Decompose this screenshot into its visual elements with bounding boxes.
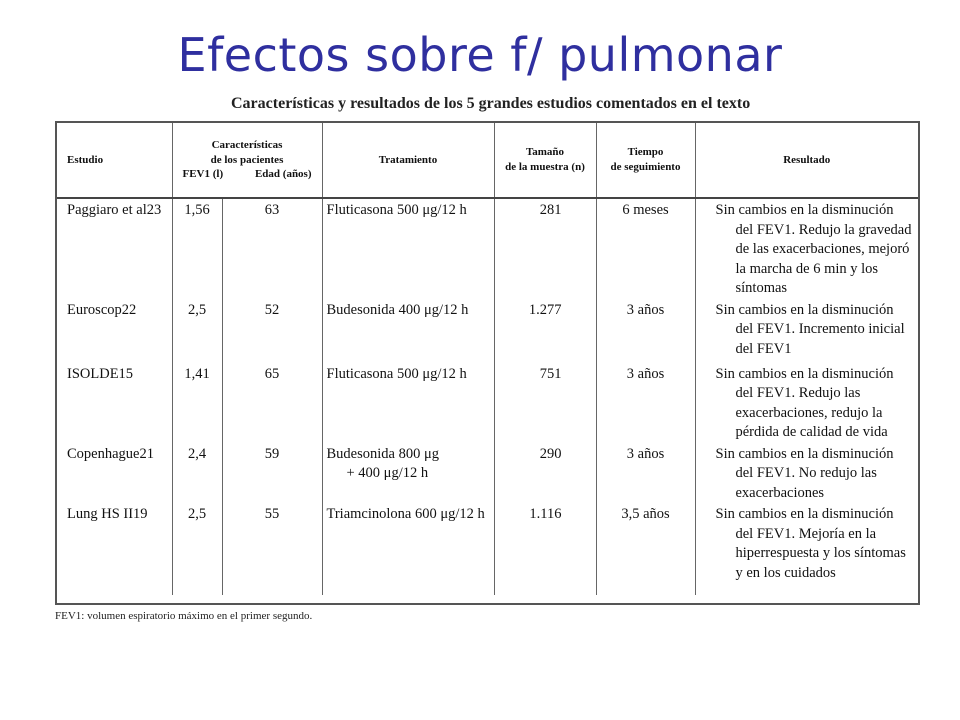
cell-result (695, 503, 918, 595)
result-line: Sin cambios en la disminución (715, 506, 894, 522)
header-result: Resultado (695, 123, 918, 198)
treatment-line: Fluticasona 500 μg/12 h (326, 202, 467, 218)
studies-table (55, 121, 920, 605)
header-fev: FEV1 (l) (182, 168, 224, 181)
result-line: de las exacerbaciones, mejoró (735, 241, 910, 257)
cell-treatment (322, 503, 494, 595)
cell-age: 65 (222, 363, 322, 443)
treatment-line: Budesonida 800 μg (326, 445, 439, 462)
cell-time: 3,5 años (596, 503, 695, 595)
cell-result (695, 299, 918, 363)
cell-treatment (322, 363, 494, 443)
cell-fev: 2,4 (172, 443, 222, 504)
table-header (57, 123, 918, 198)
result-line: y en los cuidados (735, 564, 836, 581)
cell-time: 3 años (596, 299, 695, 363)
header-time-line2: de seguimiento (610, 161, 681, 173)
result-line: hiperrespuesta y los síntomas (735, 545, 906, 561)
cell-size: 281 (494, 198, 596, 299)
header-time (596, 123, 695, 198)
result-line: del FEV1. Incremento inicial (735, 321, 905, 337)
cell-study: Lung HS II19 (57, 503, 172, 595)
cell-result (695, 363, 918, 443)
cell-time: 3 años (596, 363, 695, 443)
result-line: del FEV1. No redujo las (735, 465, 877, 481)
result-line: del FEV1. Redujo las (735, 385, 861, 401)
cell-time: 3 años (596, 443, 695, 504)
result-line: del FEV1. Redujo la gravedad (735, 221, 912, 238)
cell-age: 55 (222, 503, 322, 595)
header-time-line1: Tiempo (627, 146, 664, 159)
slide-title: Efectos sobre f/ pulmonar (177, 28, 783, 82)
header-size (494, 123, 596, 198)
table-row (57, 503, 918, 595)
cell-study: Paggiaro et al23 (57, 198, 172, 299)
table-row (57, 443, 918, 504)
cell-size: 1.277 (494, 299, 596, 363)
cell-treatment (322, 443, 494, 504)
header-characteristics-line1: Características (211, 138, 283, 151)
cell-age: 52 (222, 299, 322, 363)
cell-fev: 2,5 (172, 503, 222, 595)
result-line: Sin cambios en la disminución (715, 301, 894, 318)
cell-fev: 2,5 (172, 299, 222, 363)
result-line: del FEV1 (735, 340, 792, 357)
result-line: pérdida de calidad de vida (735, 424, 888, 440)
treatment-line: + 400 μg/12 h (346, 465, 429, 481)
table-body (57, 198, 918, 595)
cell-study: Copenhague21 (57, 443, 172, 504)
result-line: Sin cambios en la disminución (715, 365, 894, 382)
header-characteristics-line2: de los pacientes (210, 153, 284, 166)
treatment-line: Triamcinolona 600 μg/12 h (326, 506, 485, 522)
table-row (57, 363, 918, 443)
result-line: exacerbaciones, redujo la (735, 404, 883, 421)
cell-result (695, 443, 918, 504)
cell-age: 63 (222, 198, 322, 299)
result-line: Sin cambios en la disminución (715, 202, 894, 218)
cell-time: 6 meses (596, 198, 695, 299)
header-size-line1: Tamaño (525, 146, 565, 159)
cell-result (695, 198, 918, 299)
treatment-line: Fluticasona 500 μg/12 h (326, 365, 467, 382)
result-line: síntomas (735, 280, 788, 296)
header-characteristics (172, 123, 322, 198)
result-line: Sin cambios en la disminución (715, 445, 894, 462)
cell-size: 290 (494, 443, 596, 504)
cell-fev: 1,41 (172, 363, 222, 443)
cell-fev: 1,56 (172, 198, 222, 299)
table-caption: Características y resultados de los 5 grandes estudios comentados en el texto (231, 95, 751, 112)
result-line: la marcha de 6 min y los (735, 260, 879, 277)
table-footnote: FEV1: volumen espiratorio máximo en el primer segundo. (55, 610, 313, 622)
result-line: exacerbaciones (735, 484, 825, 501)
cell-treatment (322, 198, 494, 299)
cell-study: Euroscop22 (57, 299, 172, 363)
cell-size: 1.116 (494, 503, 596, 595)
cell-size: 751 (494, 363, 596, 443)
treatment-line: Budesonida 400 μg/12 h (326, 301, 469, 318)
cell-treatment (322, 299, 494, 363)
header-age: Edad (años) (254, 168, 312, 181)
header-treatment: Tratamiento (322, 123, 494, 198)
cell-age: 59 (222, 443, 322, 504)
table-row (57, 198, 918, 299)
result-line: del FEV1. Mejoría en la (735, 525, 877, 542)
table-row (57, 299, 918, 363)
header-size-line2: de la muestra (n) (505, 161, 585, 173)
cell-study: ISOLDE15 (57, 363, 172, 443)
header-study: Estudio (57, 123, 172, 198)
